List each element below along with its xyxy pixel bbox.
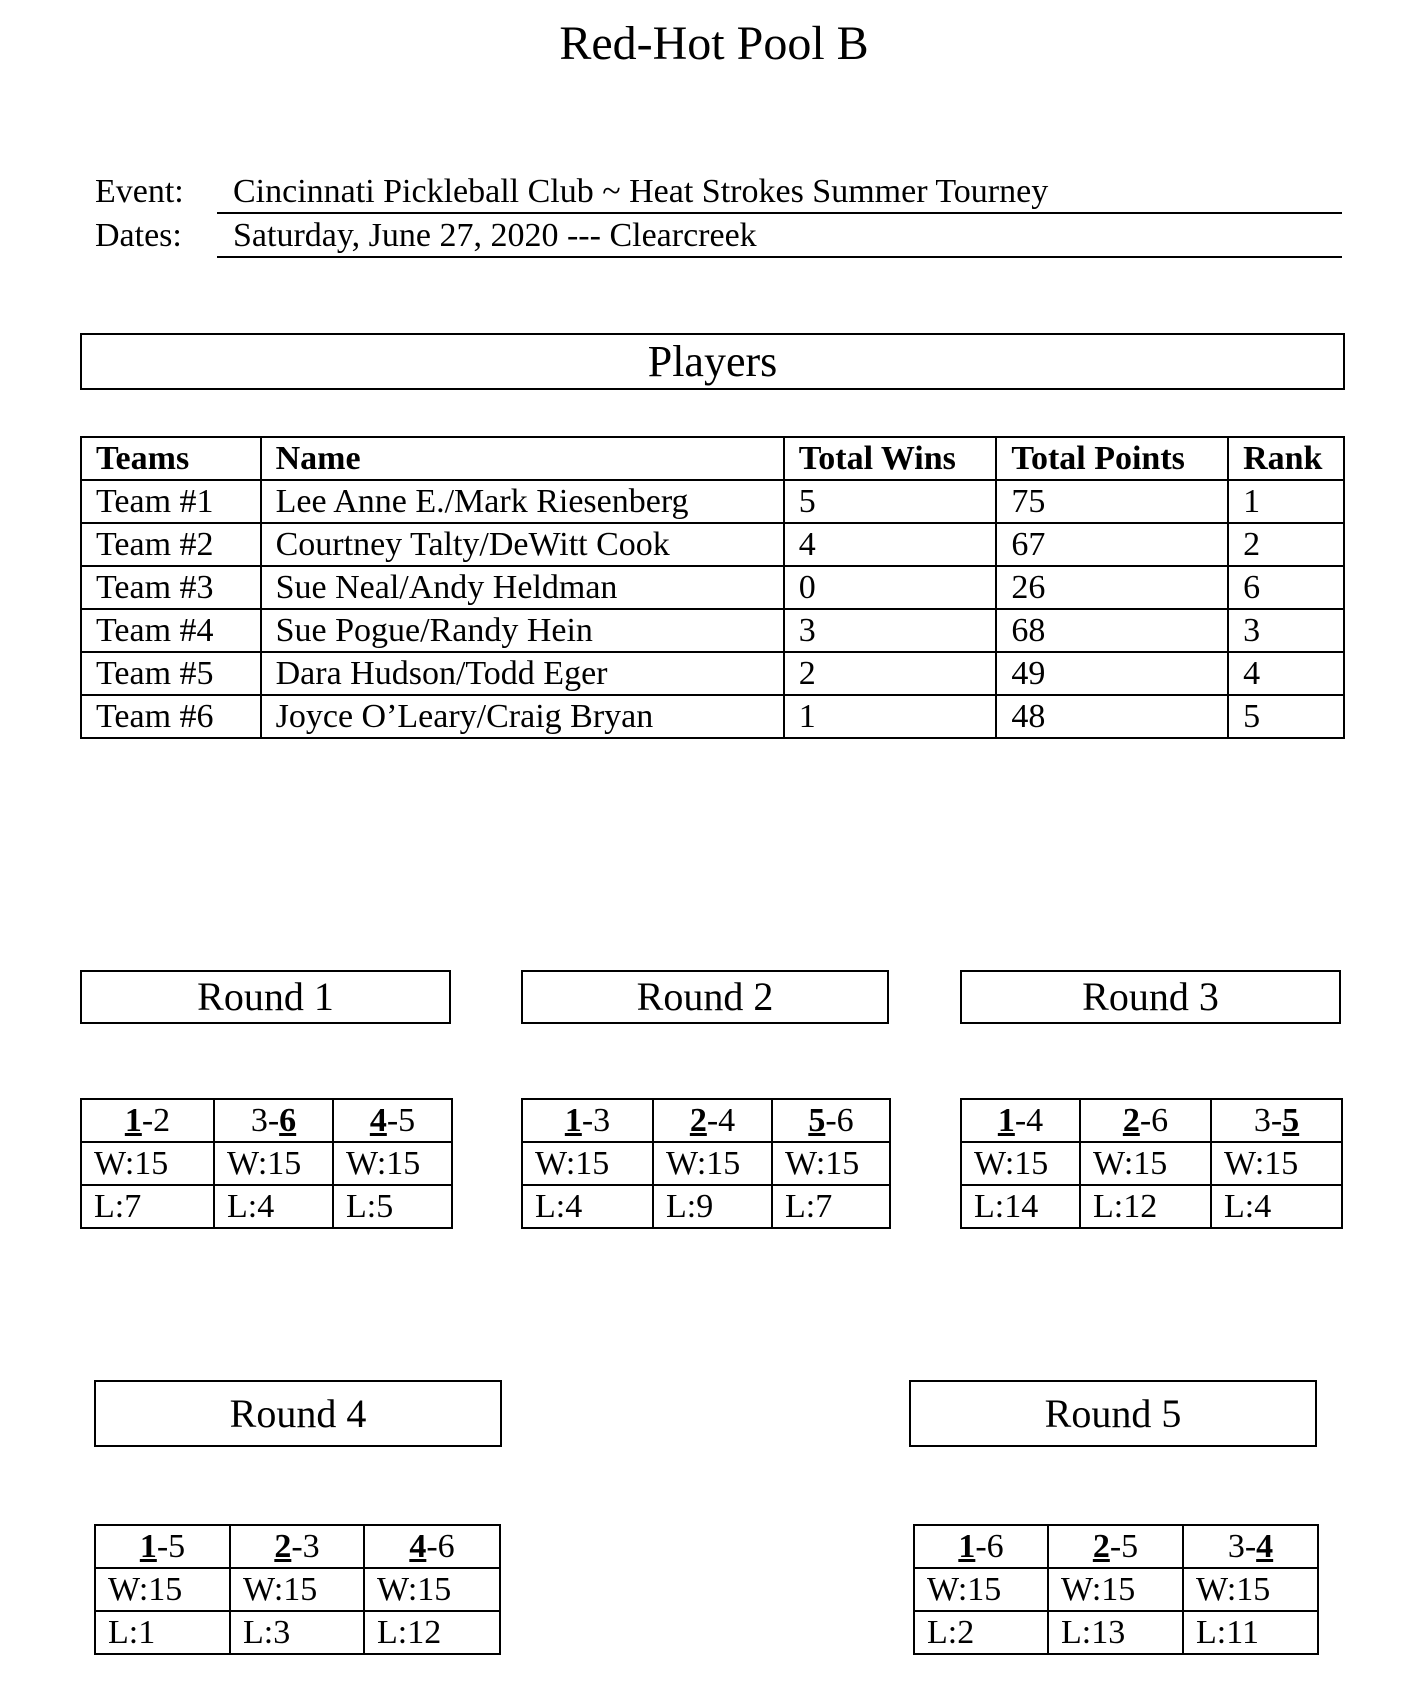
team-b-number: 6	[986, 1527, 1004, 1565]
matchup-row	[95, 1525, 500, 1568]
column-header-name: Name	[261, 437, 784, 480]
cell-rank: 1	[1228, 480, 1344, 523]
team-a-number: 4	[409, 1527, 427, 1565]
team-b-number: 3	[302, 1527, 320, 1565]
team-b-number: 5	[398, 1101, 416, 1139]
team-b-number: 5	[1282, 1101, 1300, 1139]
team-a-number: 2	[1092, 1527, 1110, 1565]
table-row	[81, 523, 1344, 566]
team-b-number: 6	[1151, 1101, 1169, 1139]
matchup-separator: -	[1270, 1101, 1283, 1139]
cell-total-points: 68	[996, 609, 1228, 652]
team-a-number: 4	[369, 1101, 387, 1139]
cell-teams: Team #2	[81, 523, 261, 566]
loser-score: L:7	[81, 1185, 214, 1228]
loser-score: L:5	[333, 1185, 452, 1228]
team-b-number: 2	[153, 1101, 171, 1139]
winner-score-row	[961, 1142, 1342, 1185]
dates-label: Dates:	[95, 217, 182, 254]
matchup-cell	[1211, 1099, 1342, 1142]
cell-teams: Team #4	[81, 609, 261, 652]
loser-score: L:2	[914, 1611, 1048, 1654]
team-b-number: 6	[836, 1101, 854, 1139]
loser-score: L:14	[961, 1185, 1080, 1228]
team-a-number: 2	[1122, 1101, 1140, 1139]
matchup-separator: -	[291, 1527, 303, 1565]
matchup-separator: -	[386, 1101, 399, 1139]
loser-score-row	[914, 1611, 1318, 1654]
team-a-number: 1	[124, 1101, 142, 1139]
winner-score-row	[914, 1568, 1318, 1611]
team-a-number: 5	[808, 1101, 826, 1139]
winner-score: W:15	[214, 1142, 333, 1185]
cell-name: Lee Anne E./Mark Riesenberg	[261, 480, 784, 523]
cell-total-points: 67	[996, 523, 1228, 566]
loser-score: L:11	[1183, 1611, 1318, 1654]
winner-score: W:15	[522, 1142, 653, 1185]
team-a-number: 1	[997, 1101, 1015, 1139]
team-b-number: 5	[168, 1527, 186, 1565]
cell-name: Courtney Talty/DeWitt Cook	[261, 523, 784, 566]
matchup-cell	[961, 1099, 1080, 1142]
table-row	[81, 480, 1344, 523]
team-a-number: 1	[139, 1527, 157, 1565]
loser-score-row	[81, 1185, 452, 1228]
matchup-cell	[1080, 1099, 1211, 1142]
matchup-row	[81, 1099, 452, 1142]
loser-score: L:12	[364, 1611, 500, 1654]
matchup-separator: -	[1014, 1101, 1027, 1139]
winner-score: W:15	[333, 1142, 452, 1185]
event-value: Cincinnati Pickleball Club ~ Heat Strokes Summer Tourney	[217, 172, 1342, 214]
loser-score: L:1	[95, 1611, 230, 1654]
players-table	[80, 436, 1345, 739]
matchup-separator: -	[825, 1101, 837, 1139]
matchup-row	[914, 1525, 1318, 1568]
team-b-number: 6	[279, 1101, 297, 1139]
loser-score: L:4	[1211, 1185, 1342, 1228]
cell-total-points: 48	[996, 695, 1228, 738]
matchup-separator: -	[426, 1527, 438, 1565]
round-1-heading: Round 1	[80, 970, 451, 1024]
cell-rank: 3	[1228, 609, 1344, 652]
column-header-total-points: Total Points	[996, 437, 1228, 480]
matchup-row	[522, 1099, 890, 1142]
matchup-cell	[914, 1525, 1048, 1568]
cell-name: Sue Pogue/Randy Hein	[261, 609, 784, 652]
cell-teams: Team #5	[81, 652, 261, 695]
matchup-separator: -	[267, 1101, 280, 1139]
matchup-cell	[214, 1099, 333, 1142]
team-a-number: 1	[564, 1101, 582, 1139]
team-b-number: 6	[437, 1527, 455, 1565]
matchup-separator: -	[156, 1527, 169, 1565]
winner-score: W:15	[1080, 1142, 1211, 1185]
column-header-total-wins: Total Wins	[784, 437, 997, 480]
cell-total-points: 49	[996, 652, 1228, 695]
cell-teams: Team #3	[81, 566, 261, 609]
team-b-number: 3	[593, 1101, 611, 1139]
cell-total-wins: 3	[784, 609, 997, 652]
matchup-separator: -	[1109, 1527, 1122, 1565]
loser-score: L:9	[653, 1185, 772, 1228]
cell-name: Dara Hudson/Todd Eger	[261, 652, 784, 695]
winner-score: W:15	[1048, 1568, 1183, 1611]
round-3-table	[960, 1098, 1343, 1229]
matchup-separator: -	[1139, 1101, 1152, 1139]
loser-score: L:12	[1080, 1185, 1211, 1228]
winner-score-row	[95, 1568, 500, 1611]
matchup-separator: -	[706, 1101, 719, 1139]
team-a-number: 3	[1253, 1101, 1271, 1139]
matchup-separator: -	[581, 1101, 594, 1139]
loser-score: L:4	[214, 1185, 333, 1228]
winner-score-row	[81, 1142, 452, 1185]
winner-score: W:15	[653, 1142, 772, 1185]
matchup-cell	[81, 1099, 214, 1142]
round-5-table	[913, 1524, 1319, 1655]
cell-total-wins: 0	[784, 566, 997, 609]
cell-rank: 2	[1228, 523, 1344, 566]
column-header-rank: Rank	[1228, 437, 1344, 480]
event-label: Event:	[95, 173, 184, 210]
team-a-number: 1	[958, 1527, 976, 1565]
matchup-separator: -	[1244, 1527, 1257, 1565]
cell-rank: 5	[1228, 695, 1344, 738]
table-row	[81, 566, 1344, 609]
cell-total-points: 75	[996, 480, 1228, 523]
round-5-heading: Round 5	[909, 1380, 1317, 1447]
winner-score-row	[522, 1142, 890, 1185]
round-2-heading: Round 2	[521, 970, 889, 1024]
winner-score: W:15	[81, 1142, 214, 1185]
round-4-heading: Round 4	[94, 1380, 502, 1447]
matchup-row	[961, 1099, 1342, 1142]
loser-score: L:3	[230, 1611, 364, 1654]
players-heading: Players	[80, 333, 1345, 390]
matchup-cell	[95, 1525, 230, 1568]
matchup-separator: -	[141, 1101, 154, 1139]
matchup-separator: -	[975, 1527, 987, 1565]
matchup-cell	[333, 1099, 452, 1142]
loser-score: L:4	[522, 1185, 653, 1228]
loser-score: L:7	[772, 1185, 890, 1228]
winner-score: W:15	[961, 1142, 1080, 1185]
winner-score: W:15	[364, 1568, 500, 1611]
matchup-cell	[653, 1099, 772, 1142]
winner-score: W:15	[772, 1142, 890, 1185]
loser-score: L:13	[1048, 1611, 1183, 1654]
team-a-number: 3	[1227, 1527, 1245, 1565]
table-row	[81, 609, 1344, 652]
cell-teams: Team #6	[81, 695, 261, 738]
cell-total-wins: 4	[784, 523, 997, 566]
cell-name: Joyce O’Leary/Craig Bryan	[261, 695, 784, 738]
page-title: Red-Hot Pool B	[559, 17, 869, 70]
cell-rank: 6	[1228, 566, 1344, 609]
matchup-cell	[364, 1525, 500, 1568]
loser-score-row	[95, 1611, 500, 1654]
matchup-cell	[230, 1525, 364, 1568]
team-a-number: 2	[689, 1101, 707, 1139]
cell-teams: Team #1	[81, 480, 261, 523]
team-b-number: 4	[718, 1101, 736, 1139]
winner-score: W:15	[95, 1568, 230, 1611]
cell-name: Sue Neal/Andy Heldman	[261, 566, 784, 609]
team-b-number: 5	[1121, 1527, 1139, 1565]
winner-score: W:15	[914, 1568, 1048, 1611]
team-a-number: 3	[250, 1101, 268, 1139]
winner-score: W:15	[230, 1568, 364, 1611]
winner-score: W:15	[1183, 1568, 1318, 1611]
table-row	[81, 652, 1344, 695]
dates-value: Saturday, June 27, 2020 --- Clearcreek	[217, 216, 1342, 258]
cell-rank: 4	[1228, 652, 1344, 695]
cell-total-wins: 5	[784, 480, 997, 523]
matchup-cell	[522, 1099, 653, 1142]
cell-total-points: 26	[996, 566, 1228, 609]
players-header-row	[81, 437, 1344, 480]
round-2-table	[521, 1098, 891, 1229]
column-header-teams: Teams	[81, 437, 261, 480]
team-b-number: 4	[1026, 1101, 1044, 1139]
round-4-table	[94, 1524, 501, 1655]
matchup-cell	[772, 1099, 890, 1142]
round-1-table	[80, 1098, 453, 1229]
matchup-cell	[1183, 1525, 1318, 1568]
loser-score-row	[961, 1185, 1342, 1228]
team-a-number: 2	[274, 1527, 292, 1565]
cell-total-wins: 1	[784, 695, 997, 738]
round-3-heading: Round 3	[960, 970, 1341, 1024]
cell-total-wins: 2	[784, 652, 997, 695]
matchup-cell	[1048, 1525, 1183, 1568]
loser-score-row	[522, 1185, 890, 1228]
table-row	[81, 695, 1344, 738]
winner-score: W:15	[1211, 1142, 1342, 1185]
team-b-number: 4	[1256, 1527, 1274, 1565]
